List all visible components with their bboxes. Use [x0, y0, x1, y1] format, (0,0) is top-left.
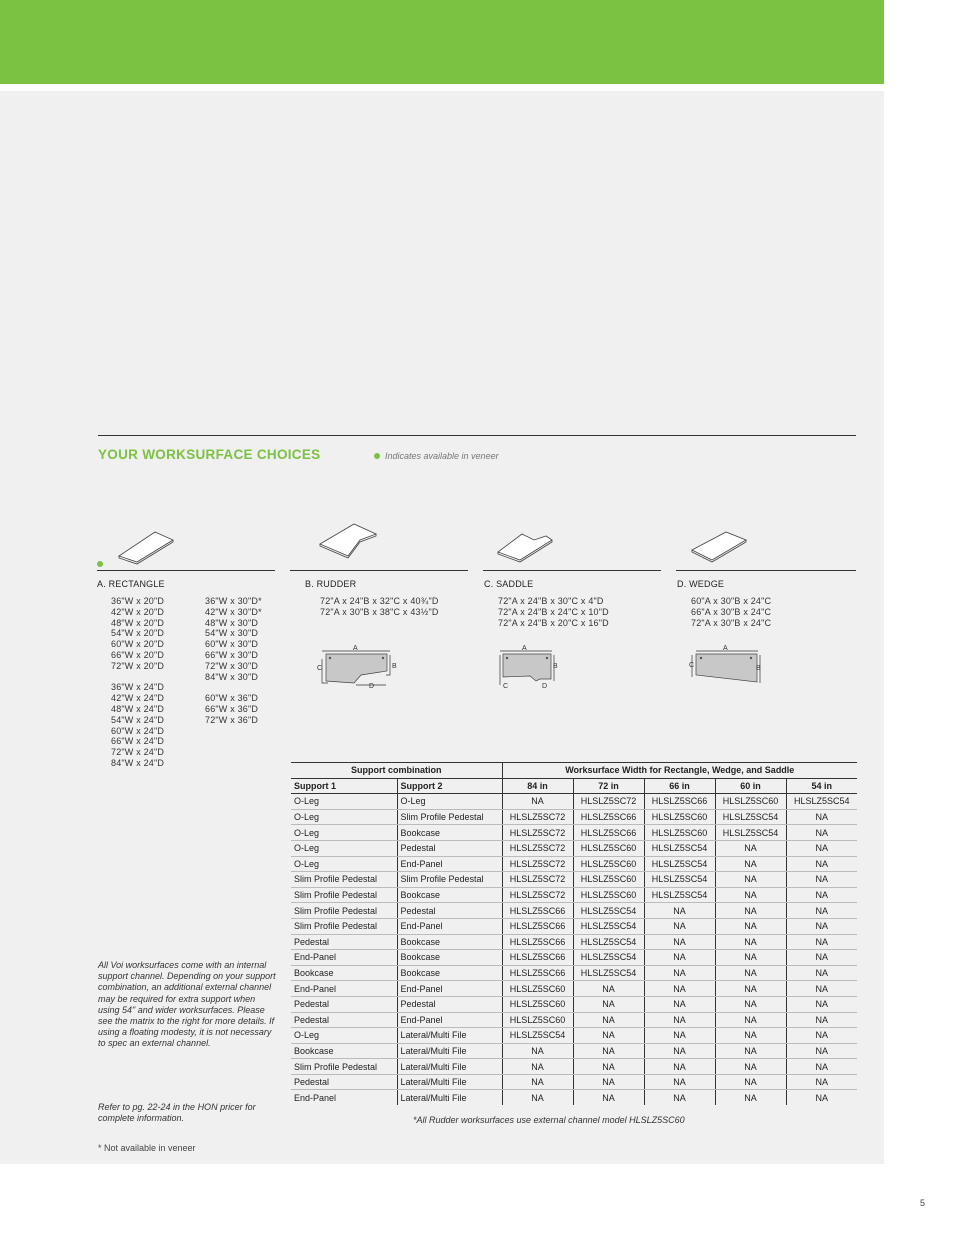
table-cell: HLSLZ5SC66	[502, 965, 573, 981]
table-cell: HLSLZ5SC60	[644, 825, 715, 841]
table-cell: HLSLZ5SC60	[502, 996, 573, 1012]
table-cell: NA	[786, 809, 857, 825]
table-row	[291, 981, 857, 997]
table-cell: O-Leg	[291, 840, 397, 856]
table-cell: Lateral/Multi File	[397, 1090, 502, 1105]
table-cell: NA	[573, 1090, 644, 1105]
table-cell: NA	[786, 856, 857, 872]
page-number: 5	[920, 1198, 926, 1208]
table-cell: NA	[715, 1012, 786, 1028]
table-cell: End-Panel	[291, 981, 397, 997]
table-cell: NA	[786, 965, 857, 981]
table-cell: NA	[786, 918, 857, 934]
table-cell: NA	[786, 981, 857, 997]
table-cell: NA	[573, 996, 644, 1012]
table-cell: HLSLZ5SC72	[502, 872, 573, 888]
table-cell: NA	[644, 1074, 715, 1090]
table-cell: NA	[502, 794, 573, 810]
table-cell: HLSLZ5SC54	[573, 903, 644, 919]
table-cell: NA	[573, 981, 644, 997]
table-cell: Bookcase	[291, 965, 397, 981]
wedge-rule	[676, 570, 856, 571]
table-cell: Slim Profile Pedestal	[397, 809, 502, 825]
column-header: 54 in	[786, 778, 857, 794]
label-c: C	[317, 665, 323, 672]
label-a: A	[723, 645, 728, 652]
dim-item: 66"W x 24"D	[111, 736, 165, 747]
saddle-plan-diagram	[496, 643, 562, 689]
group-header-support: Support combination	[291, 763, 502, 779]
table-cell: Pedestal	[397, 996, 502, 1012]
veneer-footnote: * Not available in veneer	[98, 1143, 196, 1153]
table-cell: HLSLZ5SC66	[573, 809, 644, 825]
table-row	[291, 825, 857, 841]
table-cell: NA	[715, 856, 786, 872]
table-cell: HLSLZ5SC66	[502, 934, 573, 950]
table-cell: Lateral/Multi File	[397, 1074, 502, 1090]
table-cell: HLSLZ5SC54	[786, 794, 857, 810]
table-cell: HLSLZ5SC72	[573, 794, 644, 810]
table-cell: NA	[644, 1090, 715, 1105]
wedge-plan-diagram	[688, 643, 766, 689]
dim-item: 72"A x 24"B x 20"C x 16"D	[498, 617, 609, 628]
label-a: A	[522, 645, 527, 652]
dim-item: 60"W x 20"D	[111, 639, 165, 650]
saddle-rule	[483, 570, 661, 571]
table-cell: HLSLZ5SC66	[644, 794, 715, 810]
table-cell: HLSLZ5SC66	[502, 950, 573, 966]
rudder-dims	[320, 596, 439, 618]
dim-item: 72"W x 20"D	[111, 660, 165, 671]
table-row	[291, 840, 857, 856]
table-cell: NA	[715, 1059, 786, 1075]
table-cell: HLSLZ5SC60	[573, 840, 644, 856]
table-cell: NA	[786, 887, 857, 903]
table-cell: NA	[715, 840, 786, 856]
rudder-shape-icon	[318, 522, 380, 562]
dim-item: 72"A x 24"B x 32"C x 40¾"D	[320, 596, 439, 606]
table-cell: NA	[786, 1012, 857, 1028]
dim-item: 60"W x 30"D	[205, 639, 259, 650]
table-cell: NA	[786, 934, 857, 950]
dim-item: 36"W x 20"D	[111, 596, 165, 606]
dim-item: 48"W x 30"D	[205, 617, 259, 628]
table-cell: Lateral/Multi File	[397, 1059, 502, 1075]
table-cell: End-Panel	[397, 856, 502, 872]
rudder-rule	[290, 570, 468, 571]
table-row	[291, 918, 857, 934]
table-cell: Lateral/Multi File	[397, 1043, 502, 1059]
table-cell: NA	[715, 1090, 786, 1105]
table-cell: NA	[786, 1028, 857, 1044]
table-row	[291, 1012, 857, 1028]
group-header-width: Worksurface Width for Rectangle, Wedge, and Saddle	[502, 763, 857, 779]
table-cell: NA	[573, 1043, 644, 1059]
rudder-channel-note: *All Rudder worksurfaces use external channel model HLSLZ5SC60	[413, 1115, 685, 1125]
table-cell: Pedestal	[291, 934, 397, 950]
table-cell: HLSLZ5SC60	[573, 872, 644, 888]
table-row	[291, 794, 857, 810]
wedge-dims	[691, 596, 771, 628]
dim-item: 42"W x 24"D	[111, 693, 165, 704]
table-cell: NA	[715, 981, 786, 997]
table-cell: NA	[573, 1059, 644, 1075]
dim-item: 66"A x 30"B x 24"C	[691, 606, 772, 617]
table-cell: NA	[573, 1012, 644, 1028]
table-cell: HLSLZ5SC60	[644, 809, 715, 825]
table-cell: HLSLZ5SC66	[502, 903, 573, 919]
table-row	[291, 1074, 857, 1090]
column-header: 84 in	[502, 778, 573, 794]
dim-item: 54"W x 20"D	[111, 628, 165, 639]
dim-item: 36"W x 30"D*	[205, 596, 262, 606]
table-cell: End-Panel	[291, 950, 397, 966]
table-cell: HLSLZ5SC54	[573, 918, 644, 934]
table-cell: NA	[715, 1043, 786, 1059]
rectangle-dims-col1	[111, 596, 164, 769]
label-b: B	[553, 663, 558, 670]
table-row	[291, 934, 857, 950]
table-cell: HLSLZ5SC72	[502, 856, 573, 872]
dim-item: 72"A x 30"B x 38"C x 43½"D	[320, 606, 439, 617]
table-cell: HLSLZ5SC54	[502, 1028, 573, 1044]
dim-item: 72"W x 30"D	[205, 660, 259, 671]
table-cell: NA	[644, 981, 715, 997]
wedge-shape-icon	[690, 530, 750, 564]
table-cell: Slim Profile Pedestal	[291, 887, 397, 903]
table-cell: NA	[715, 903, 786, 919]
table-cell: HLSLZ5SC60	[502, 1012, 573, 1028]
table-cell: NA	[644, 950, 715, 966]
label-c: C	[689, 662, 695, 669]
dim-item: 66"W x 20"D	[111, 649, 165, 660]
table-cell: Slim Profile Pedestal	[291, 903, 397, 919]
table-cell: HLSLZ5SC54	[644, 887, 715, 903]
label-b: B	[392, 663, 397, 670]
rudder-title: B. RUDDER	[305, 579, 357, 589]
table-cell: HLSLZ5SC60	[573, 887, 644, 903]
dim-item: 36"W x 24"D	[111, 682, 165, 693]
dim-item: 72"A x 24"B x 24"C x 10"D	[498, 606, 609, 617]
channel-note: All Voi worksurfaces come with an internal support channel. Depending on your support combination, an additional external channel may be required for extra support when using 54" and wider worksurfaces. Please see the matrix to the right for more details. If using a floating modesty, it is not necessary to spec an external channel.	[98, 960, 276, 1049]
table-cell: NA	[644, 1028, 715, 1044]
table-cell: NA	[715, 934, 786, 950]
table-cell: End-Panel	[397, 918, 502, 934]
table-cell: O-Leg	[397, 794, 502, 810]
table-cell: O-Leg	[291, 794, 397, 810]
section-title: YOUR WORKSURFACE CHOICES	[98, 447, 321, 462]
table-cell: HLSLZ5SC60	[573, 856, 644, 872]
table-cell: Slim Profile Pedestal	[291, 918, 397, 934]
table-cell: NA	[786, 1043, 857, 1059]
rectangle-shape-icon	[117, 530, 177, 564]
table-cell: O-Leg	[291, 856, 397, 872]
table-cell: Bookcase	[397, 825, 502, 841]
table-cell: Bookcase	[397, 934, 502, 950]
table-cell: NA	[502, 1090, 573, 1105]
dim-item: 60"A x 30"B x 24"C	[691, 596, 772, 606]
table-cell: NA	[786, 1074, 857, 1090]
table-row	[291, 996, 857, 1012]
dim-item: 48"W x 20"D	[111, 617, 165, 628]
dim-item: 66"W x 30"D	[205, 649, 259, 660]
table-cell: NA	[573, 1074, 644, 1090]
dim-item: 60"W x 24"D	[111, 725, 165, 736]
table-cell: NA	[715, 950, 786, 966]
column-header: Support 1	[291, 778, 397, 794]
table-cell: HLSLZ5SC60	[715, 794, 786, 810]
table-row	[291, 950, 857, 966]
table-cell: Pedestal	[291, 996, 397, 1012]
dim-item: 84"W x 24"D	[111, 757, 165, 768]
table-cell: Bookcase	[397, 887, 502, 903]
table-cell: HLSLZ5SC72	[502, 840, 573, 856]
table-cell: O-Leg	[291, 1028, 397, 1044]
table-cell: Slim Profile Pedestal	[291, 872, 397, 888]
table-cell: Pedestal	[397, 840, 502, 856]
rudder-plan-diagram	[316, 643, 400, 689]
veneer-dot-icon	[374, 453, 380, 459]
dim-item: 60"W x 36"D	[205, 693, 259, 704]
veneer-legend	[374, 451, 499, 461]
table-cell: End-Panel	[294, 1092, 337, 1103]
dim-item: 42"W x 30"D*	[205, 606, 262, 617]
matrix-body	[291, 794, 857, 1105]
table-cell: NA	[786, 825, 857, 841]
dim-item: 54"W x 30"D	[205, 628, 259, 639]
table-row	[291, 1043, 857, 1059]
table-row	[291, 1090, 857, 1105]
dim-item: 48"W x 24"D	[111, 703, 165, 714]
column-header: 66 in	[644, 778, 715, 794]
table-row	[291, 965, 857, 981]
table-cell: Slim Profile Pedestal	[291, 1059, 397, 1075]
table-row	[291, 903, 857, 919]
header-green-bar	[0, 0, 884, 84]
table-cell: End-Panel	[397, 981, 502, 997]
table-cell: HLSLZ5SC54	[573, 950, 644, 966]
table-cell: HLSLZ5SC54	[715, 825, 786, 841]
saddle-dims	[498, 596, 609, 628]
table-cell: HLSLZ5SC72	[502, 825, 573, 841]
table-cell: HLSLZ5SC72	[502, 809, 573, 825]
rectangle-dims-col2	[205, 596, 262, 726]
table-cell: HLSLZ5SC72	[502, 887, 573, 903]
dim-item: 72"A x 30"B x 24"C	[691, 617, 772, 628]
label-b: B	[756, 665, 761, 672]
dim-item: 72"W x 24"D	[111, 747, 165, 758]
table-cell: NA	[715, 872, 786, 888]
table-cell: End-Panel	[397, 1012, 502, 1028]
table-cell: HLSLZ5SC54	[644, 872, 715, 888]
table-cell: Bookcase	[397, 950, 502, 966]
table-cell: NA	[644, 1012, 715, 1028]
refer-note: Refer to pg. 22-24 in the HON pricer for complete information.	[98, 1102, 256, 1124]
section-top-rule	[98, 435, 856, 436]
table-cell: Pedestal	[397, 903, 502, 919]
table-row	[291, 809, 857, 825]
label-d: D	[542, 683, 548, 690]
table-cell: NA	[644, 934, 715, 950]
table-cell: NA	[715, 918, 786, 934]
table-cell: NA	[715, 996, 786, 1012]
table-cell: NA	[644, 1059, 715, 1075]
dim-item: 84"W x 30"D	[205, 671, 259, 682]
table-cell: Pedestal	[291, 1012, 397, 1028]
table-row	[291, 1028, 857, 1044]
table-cell: NA	[644, 965, 715, 981]
table-cell: NA	[715, 1074, 786, 1090]
table-cell: HLSLZ5SC54	[573, 965, 644, 981]
table-cell: NA	[786, 903, 857, 919]
table-cell: NA	[786, 1090, 857, 1105]
rectangle-title: A. RECTANGLE	[97, 579, 165, 589]
table-cell: NA	[502, 1074, 573, 1090]
table-row	[291, 887, 857, 903]
table-cell: NA	[786, 840, 857, 856]
label-c: C	[503, 683, 509, 690]
table-cell: HLSLZ5SC54	[644, 840, 715, 856]
support-matrix-table	[291, 762, 857, 1105]
table-cell: HLSLZ5SC66	[502, 918, 573, 934]
label-d: D	[369, 683, 375, 690]
table-cell: NA	[502, 1043, 573, 1059]
table-cell: NA	[644, 903, 715, 919]
table-cell: NA	[644, 996, 715, 1012]
table-cell: HLSLZ5SC66	[573, 825, 644, 841]
table-cell: NA	[715, 1028, 786, 1044]
table-cell: NA	[715, 965, 786, 981]
table-cell: NA	[573, 1028, 644, 1044]
saddle-shape-icon	[496, 530, 556, 564]
label-a: A	[353, 645, 358, 652]
table-cell: NA	[786, 950, 857, 966]
table-cell: NA	[786, 1059, 857, 1075]
table-cell: Bookcase	[291, 1043, 397, 1059]
table-cell: O-Leg	[291, 825, 397, 841]
dim-item: 72"W x 36"D	[205, 714, 259, 725]
dim-item: 72"A x 24"B x 30"C x 4"D	[498, 596, 604, 606]
table-cell: NA	[786, 872, 857, 888]
table-cell: NA	[502, 1059, 573, 1075]
table-cell: HLSLZ5SC60	[502, 981, 573, 997]
table-cell: HLSLZ5SC54	[644, 856, 715, 872]
table-row	[291, 872, 857, 888]
saddle-title: C. SADDLE	[484, 579, 534, 589]
dim-item: 54"W x 24"D	[111, 714, 165, 725]
table-cell: HLSLZ5SC54	[715, 809, 786, 825]
table-cell: NA	[715, 887, 786, 903]
table-row	[291, 1059, 857, 1075]
wedge-title: D. WEDGE	[677, 579, 725, 589]
table-cell: Lateral/Multi File	[397, 1028, 502, 1044]
dim-item: 42"W x 20"D	[111, 606, 165, 617]
table-cell: Pedestal	[291, 1074, 397, 1090]
veneer-legend-text: Indicates available in veneer	[385, 451, 499, 461]
rectangle-rule	[97, 570, 275, 571]
table-cell: Slim Profile Pedestal	[397, 872, 502, 888]
table-cell: NA	[644, 918, 715, 934]
column-header: 60 in	[715, 778, 786, 794]
table-cell: NA	[644, 1043, 715, 1059]
table-row	[291, 856, 857, 872]
rectangle-veneer-dot-icon	[97, 561, 103, 567]
table-cell: HLSLZ5SC54	[573, 934, 644, 950]
column-header: Support 2	[397, 778, 502, 794]
table-cell: O-Leg	[291, 809, 397, 825]
dim-item: 66"W x 36"D	[205, 703, 259, 714]
table-cell: Bookcase	[397, 965, 502, 981]
table-cell: NA	[786, 996, 857, 1012]
column-header: 72 in	[573, 778, 644, 794]
